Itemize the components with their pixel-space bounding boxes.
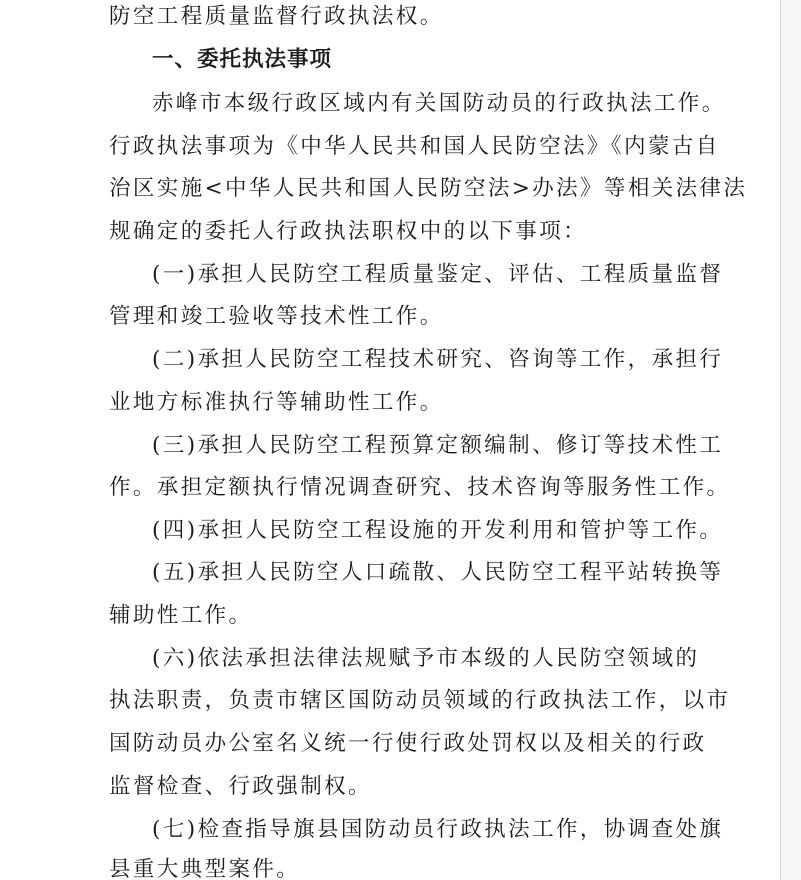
text-line: 辅助性工作。 (109, 603, 253, 628)
text-line: 管理和竣工验收等技术性工作。 (109, 304, 444, 329)
text-line: 行政执法事项为《中华人民共和国人民防空法》《内蒙古自 (109, 134, 720, 159)
text-line: 国防动员办公室名义统一行使行政处罚权以及相关的行政 (109, 731, 707, 756)
text-line: 业地方标准执行等辅助性工作。 (109, 390, 444, 415)
page-edge (781, 0, 801, 880)
text-line: (三)承担人民防空工程预算定额编制、修订等技术性工 (152, 433, 724, 458)
text-line: (一)承担人民防空工程质量鉴定、评估、工程质量监督 (152, 262, 724, 287)
section-heading: 一、委托执法事项 (152, 47, 333, 72)
text-line: (七)检查指导旗县国防动员行政执法工作，协调查处旗 (152, 817, 724, 842)
text-line: 治区实施<中华人民共和国人民防空法>办法》等相关法律法 (109, 176, 748, 201)
text-line: (四)承担人民防空工程设施的开发利用和管护等工作。 (152, 518, 724, 543)
text-line: (二)承担人民防空工程技术研究、咨询等工作，承担行 (152, 347, 724, 372)
text-line: 执法职责，负责市辖区国防动员领域的行政执法工作，以市 (109, 688, 731, 713)
text-line: 赤峰市本级行政区域内有关国防动员的行政执法工作。 (152, 91, 726, 116)
text-line: 作。承担定额执行情况调查研究、技术咨询等服务性工作。 (109, 475, 731, 500)
text-line: 防空工程质量监督行政执法权。 (109, 4, 444, 29)
text-line: 监督检查、行政强制权。 (109, 774, 372, 799)
text-line: (六)依法承担法律法规赋予市本级的人民防空领域的 (152, 646, 700, 671)
text-line: 规确定的委托人行政执法职权中的以下事项： (109, 219, 588, 244)
text-line: 县重大典型案件。 (109, 857, 301, 880)
text-line: (五)承担人民防空人口疏散、人民防空工程平站转换等 (152, 560, 724, 585)
